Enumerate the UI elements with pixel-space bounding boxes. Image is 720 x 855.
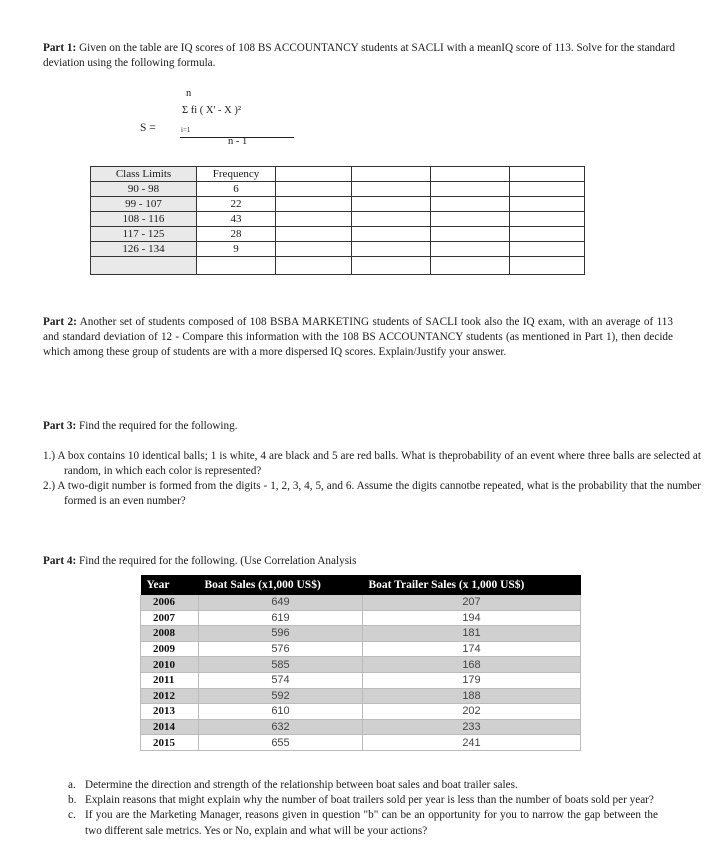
table-row bbox=[141, 735, 581, 751]
list-item bbox=[43, 778, 658, 793]
boat-sales-table bbox=[140, 575, 581, 751]
year-cell: 2009 bbox=[141, 641, 199, 657]
trailer-sales-cell: 174 bbox=[363, 641, 581, 657]
blank-cell bbox=[276, 167, 352, 182]
header-year: Year bbox=[141, 575, 199, 595]
frequency-cell: 9 bbox=[197, 242, 276, 257]
part4-heading bbox=[43, 554, 673, 569]
table-row bbox=[91, 257, 585, 275]
part4-text: Find the required for the following. (Use Correlation Analysis bbox=[79, 555, 357, 567]
year-cell: 2007 bbox=[141, 610, 199, 626]
boat-sales-cell: 619 bbox=[199, 610, 363, 626]
class-limit-cell: 117 - 125 bbox=[91, 227, 197, 242]
trailer-sales-cell: 194 bbox=[363, 610, 581, 626]
part4-questions bbox=[43, 778, 658, 839]
iq-frequency-table bbox=[90, 166, 585, 275]
table-row bbox=[91, 242, 585, 257]
part1-paragraph bbox=[43, 41, 675, 71]
formula-denominator: n - 1 bbox=[228, 136, 248, 147]
part1-text: Given on the table are IQ scores of 108 BS ACCOUNTANCY students at SACLI with a meanIQ score of 113. Solve for the standard deviation using the following formula. bbox=[43, 42, 676, 70]
part3-question-1: 1.) A box contains 10 identical balls; 1 is white, 4 are black and 5 are red balls. What is theprobability of an event where three balls are selected at random, in which each color is represented? bbox=[43, 450, 701, 478]
header-class-limits: Class Limits bbox=[91, 167, 197, 182]
boat-sales-cell: 574 bbox=[199, 672, 363, 688]
table-row bbox=[141, 626, 581, 642]
part2-paragraph bbox=[43, 315, 673, 361]
table-row bbox=[91, 227, 585, 242]
table-row bbox=[141, 595, 581, 610]
boat-sales-cell: 649 bbox=[199, 595, 363, 610]
part2-text: Another set of students composed of 108 BSBA MARKETING students of SACLI took also the IQ exam, with an average of 113 and standard deviation of 12 - Compare this information with the 108 BS ACCOUNTANCY students (as mentioned in Part 1), then decide which among these group of students are with a more dispersed IQ scores. Explain/Justify your answer. bbox=[43, 316, 673, 359]
question-marker: c. bbox=[68, 809, 76, 822]
question-marker: b. bbox=[68, 794, 77, 807]
trailer-sales-cell: 202 bbox=[363, 704, 581, 720]
header-boat-sales: Boat Sales (x1,000 US$) bbox=[199, 575, 363, 595]
question-text: If you are the Marketing Manager, reasons given in question "b" can be an opportunity for you to narrow the gap between the two different sale metrics. Yes or No, explain and what will be your actions? bbox=[85, 809, 658, 837]
part3-label: Part 3: bbox=[43, 420, 77, 432]
formula-lower-limit: i=1 bbox=[181, 126, 191, 134]
boat-sales-cell: 655 bbox=[199, 735, 363, 751]
boat-sales-cell: 610 bbox=[199, 704, 363, 720]
table-row bbox=[141, 610, 581, 626]
boat-sales-cell: 632 bbox=[199, 719, 363, 735]
question-text: Explain reasons that might explain why the number of boat trailers sold per year is less than the number of boats sold per year? bbox=[85, 794, 654, 807]
table-header-row bbox=[141, 575, 581, 595]
trailer-sales-cell: 207 bbox=[363, 595, 581, 610]
class-limit-cell: 126 - 134 bbox=[91, 242, 197, 257]
year-cell: 2013 bbox=[141, 704, 199, 720]
part3-question-2: 2.) A two-digit number is formed from the digits - 1, 2, 3, 4, 5, and 6. Assume the digits cannotbe repeated, what is the probability that the number formed is an even number? bbox=[43, 480, 701, 508]
part3-heading bbox=[43, 419, 673, 434]
year-cell: 2006 bbox=[141, 595, 199, 610]
part1-label: Part 1: bbox=[43, 42, 77, 54]
year-cell: 2014 bbox=[141, 719, 199, 735]
question-text: Determine the direction and strength of the relationship between boat sales and boat trailer sales. bbox=[85, 779, 518, 791]
class-limit-cell: 99 - 107 bbox=[91, 197, 197, 212]
header-frequency: Frequency bbox=[197, 167, 276, 182]
table-row bbox=[141, 641, 581, 657]
year-cell: 2010 bbox=[141, 657, 199, 673]
part3-text: Find the required for the following. bbox=[79, 420, 238, 432]
formula-upper-limit: n bbox=[186, 88, 192, 99]
boat-sales-cell: 585 bbox=[199, 657, 363, 673]
header-trailer-sales: Boat Trailer Sales (x 1,000 US$) bbox=[363, 575, 581, 595]
question-marker: a. bbox=[68, 779, 76, 791]
table-row bbox=[141, 704, 581, 720]
year-cell: 2008 bbox=[141, 626, 199, 642]
frequency-cell: 43 bbox=[197, 212, 276, 227]
table-row bbox=[141, 657, 581, 673]
blank-cell bbox=[510, 167, 585, 182]
year-cell: 2011 bbox=[141, 672, 199, 688]
table-row bbox=[141, 672, 581, 688]
trailer-sales-cell: 179 bbox=[363, 672, 581, 688]
blank-cell bbox=[431, 167, 510, 182]
table-header-row bbox=[91, 167, 585, 182]
formula-summation: Σ fi ( X' - X )² bbox=[182, 105, 241, 116]
table-row bbox=[91, 182, 585, 197]
class-limit-cell: 90 - 98 bbox=[91, 182, 197, 197]
table-row bbox=[91, 212, 585, 227]
year-cell: 2015 bbox=[141, 735, 199, 751]
trailer-sales-cell: 188 bbox=[363, 688, 581, 704]
formula-lhs: S = bbox=[140, 122, 156, 134]
trailer-sales-cell: 181 bbox=[363, 626, 581, 642]
table-row bbox=[141, 719, 581, 735]
year-cell: 2012 bbox=[141, 688, 199, 704]
blank-cell bbox=[352, 167, 431, 182]
frequency-cell: 6 bbox=[197, 182, 276, 197]
boat-sales-cell: 592 bbox=[199, 688, 363, 704]
frequency-cell: 28 bbox=[197, 227, 276, 242]
frequency-cell: 22 bbox=[197, 197, 276, 212]
table-row bbox=[141, 688, 581, 704]
class-limit-cell: 108 - 116 bbox=[91, 212, 197, 227]
table-row bbox=[91, 197, 585, 212]
trailer-sales-cell: 233 bbox=[363, 719, 581, 735]
part2-label: Part 2: bbox=[43, 316, 77, 328]
boat-sales-cell: 576 bbox=[199, 641, 363, 657]
boat-sales-cell: 596 bbox=[199, 626, 363, 642]
trailer-sales-cell: 168 bbox=[363, 657, 581, 673]
part4-label: Part 4: bbox=[43, 555, 77, 567]
list-item bbox=[43, 808, 658, 838]
trailer-sales-cell: 241 bbox=[363, 735, 581, 751]
list-item bbox=[43, 793, 658, 808]
